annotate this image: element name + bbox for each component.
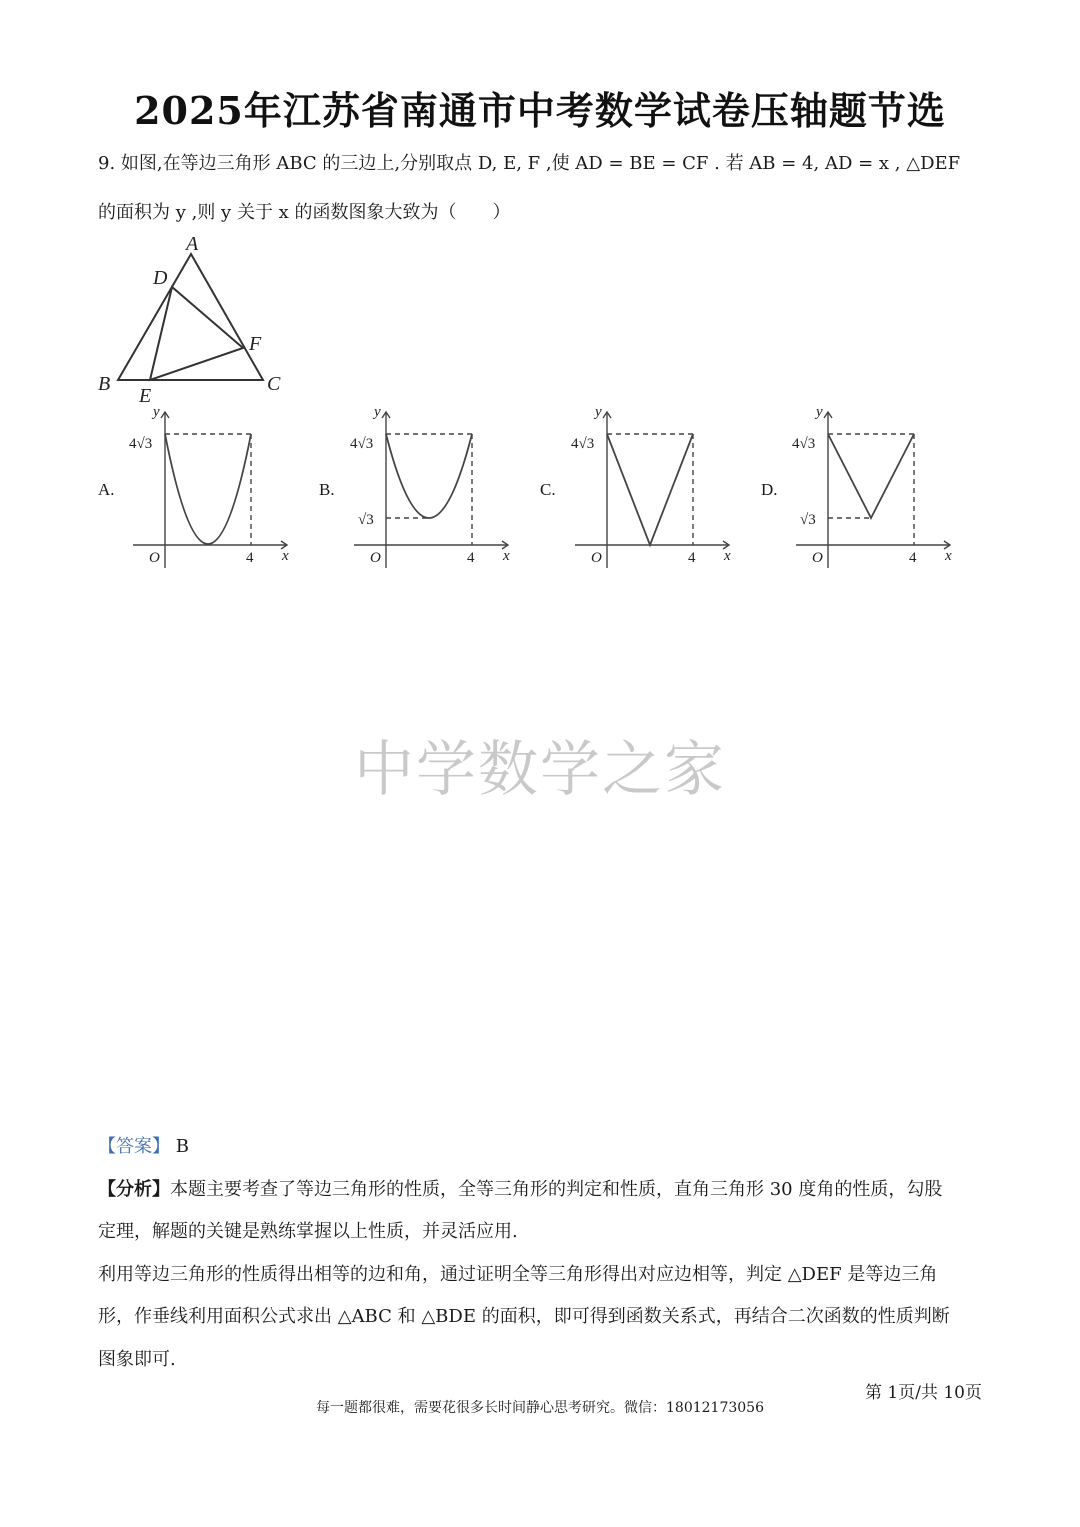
option-b-label[interactable]: B. [319,480,335,499]
ytop-b: 4√3 [350,436,374,452]
option-a-label[interactable]: A. [98,480,115,499]
triangle-figure [95,232,295,410]
origin-b: O [370,550,381,566]
ytop-c: 4√3 [571,436,595,452]
answer-value: B [175,1136,189,1157]
label-b: B [98,373,111,395]
option-b-graph[interactable] [346,400,521,572]
option-d-graph[interactable] [788,400,963,572]
xlabel-a: x [282,548,289,564]
xend-c: 4 [688,550,696,566]
curve-a [165,434,251,544]
ylabel-d: y [816,404,823,420]
option-d-label[interactable]: D. [761,480,778,499]
option-c-label[interactable]: C. [540,480,556,499]
label-d: D [153,267,168,289]
triangle-abc [118,254,263,380]
origin-c: O [591,550,602,566]
label-f: F [249,333,262,355]
ytop-a: 4√3 [129,436,153,452]
xlabel-b: x [503,548,510,564]
xend-a: 4 [246,550,254,566]
page-number: 第 1页/共 10页 [865,1383,982,1403]
origin-d: O [812,550,823,566]
answer-line [98,1135,988,1159]
curve-d [828,434,914,518]
analysis-text1: 本题主要考查了等边三角形的性质，全等三角形的判定和性质，直角三角形 30 度角的性质，勾股 [170,1179,943,1200]
curve-c [607,434,693,545]
xlabel-d: x [945,548,952,564]
question-stem-line1: 9. 如图,在等边三角形 ABC 的三边上,分别取点 D, E, F ,使 AD = BE = CF . 若 AB = 4, AD = x , △DEF [98,153,961,174]
watermark: 中学数学之家 [354,735,726,805]
ymin-d: √3 [800,512,816,528]
xend-d: 4 [909,550,917,566]
analysis-line4: 形，作垂线利用面积公式求出 △ABC 和 △BDE 的面积，即可得到函数关系式，再结合二次函数的性质判断 [98,1306,950,1327]
xend-b: 4 [467,550,475,566]
analysis-label: 【分析】 [98,1179,170,1200]
option-c-graph[interactable] [567,400,742,572]
ylabel-a: y [153,404,160,420]
ylabel-c: y [595,404,602,420]
answer-label: 【答案】 [98,1136,170,1157]
analysis-line5: 图象即可. [98,1349,176,1370]
page-title: 2025年江苏省南通市中考数学试卷压轴题节选 [134,88,946,133]
ytop-d: 4√3 [792,436,816,452]
question-stem-line2: 的面积为 y ,则 y 关于 x 的函数图象大致为（ ） [98,202,511,223]
xlabel-c: x [724,548,731,564]
label-c: C [267,373,281,395]
option-a-graph[interactable] [125,400,300,572]
analysis-line1 [98,1178,988,1202]
analysis-line2: 定理，解题的关键是熟练掌握以上性质，并灵活应用. [98,1221,518,1242]
label-e: E [139,385,152,407]
curve-b [386,434,472,518]
label-a: A [186,233,199,255]
analysis-line3: 利用等边三角形的性质得出相等的边和角，通过证明全等三角形得出对应边相等，判定 △DEF 是等边三角 [98,1264,938,1285]
origin-a: O [149,550,160,566]
footer-note: 每一题都很难，需要花很多长时间静心思考研究。微信：18012173056 [316,1400,764,1416]
ylabel-b: y [374,404,381,420]
ymin-b: √3 [358,512,374,528]
